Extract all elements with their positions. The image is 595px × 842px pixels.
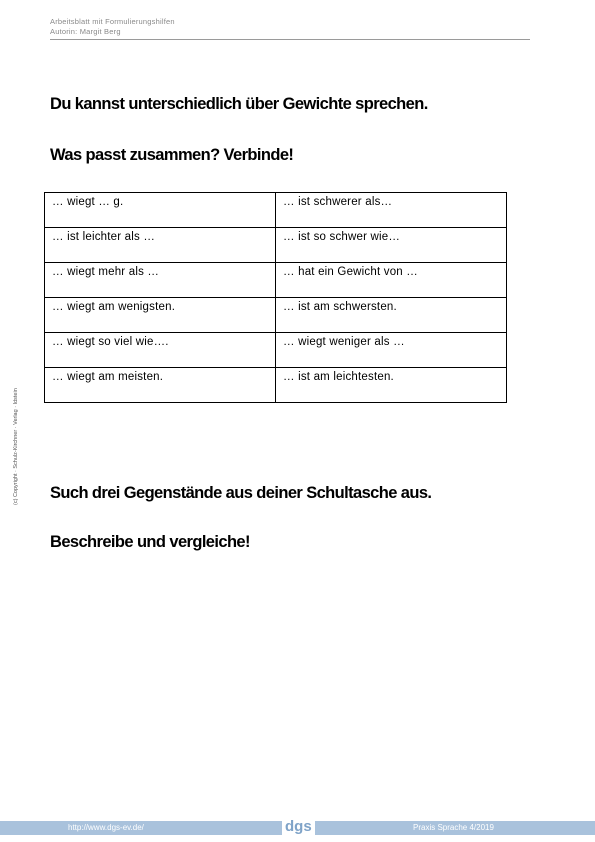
table-row (45, 263, 507, 298)
table-row (45, 193, 507, 228)
heading-task-match: Was passt zusammen? Verbinde! (50, 146, 294, 164)
header-author: Autorin: Margit Berg (50, 27, 121, 36)
document-header (50, 17, 530, 40)
heading-task-choose: Such drei Gegenstände aus deiner Schultasche aus. (50, 484, 432, 502)
phrase-cell: … wiegt so viel wie…. (45, 333, 276, 368)
phrase-cell: … ist am leichtesten. (276, 368, 507, 403)
table-row (45, 228, 507, 263)
page-footer (0, 818, 595, 835)
header-title: Arbeitsblatt mit Formulierungshilfen (50, 17, 175, 26)
phrase-matching-table (44, 192, 507, 403)
copyright-note: (c) Copyright · Schulz-Kirchner · Verlag · Idstein (13, 388, 19, 505)
phrase-cell: … ist schwerer als… (276, 193, 507, 228)
footer-url-link[interactable]: http://www.dgs-ev.de/ (68, 823, 144, 832)
phrase-cell: … ist am schwersten. (276, 298, 507, 333)
phrase-cell: … hat ein Gewicht von … (276, 263, 507, 298)
phrase-cell: … wiegt … g. (45, 193, 276, 228)
heading-task-compare: Beschreibe und vergleiche! (50, 533, 250, 551)
phrase-cell: … ist so schwer wie… (276, 228, 507, 263)
heading-intro: Du kannst unterschiedlich über Gewichte sprechen. (50, 95, 428, 113)
dgs-logo: dgs (282, 818, 315, 835)
phrase-cell: … wiegt weniger als … (276, 333, 507, 368)
footer-publication: Praxis Sprache 4/2019 (413, 823, 494, 832)
phrase-cell: … wiegt am meisten. (45, 368, 276, 403)
phrase-cell: … wiegt am wenigsten. (45, 298, 276, 333)
phrase-cell: … wiegt mehr als … (45, 263, 276, 298)
table-row (45, 368, 507, 403)
table-row (45, 298, 507, 333)
phrase-cell: … ist leichter als … (45, 228, 276, 263)
table-row (45, 333, 507, 368)
